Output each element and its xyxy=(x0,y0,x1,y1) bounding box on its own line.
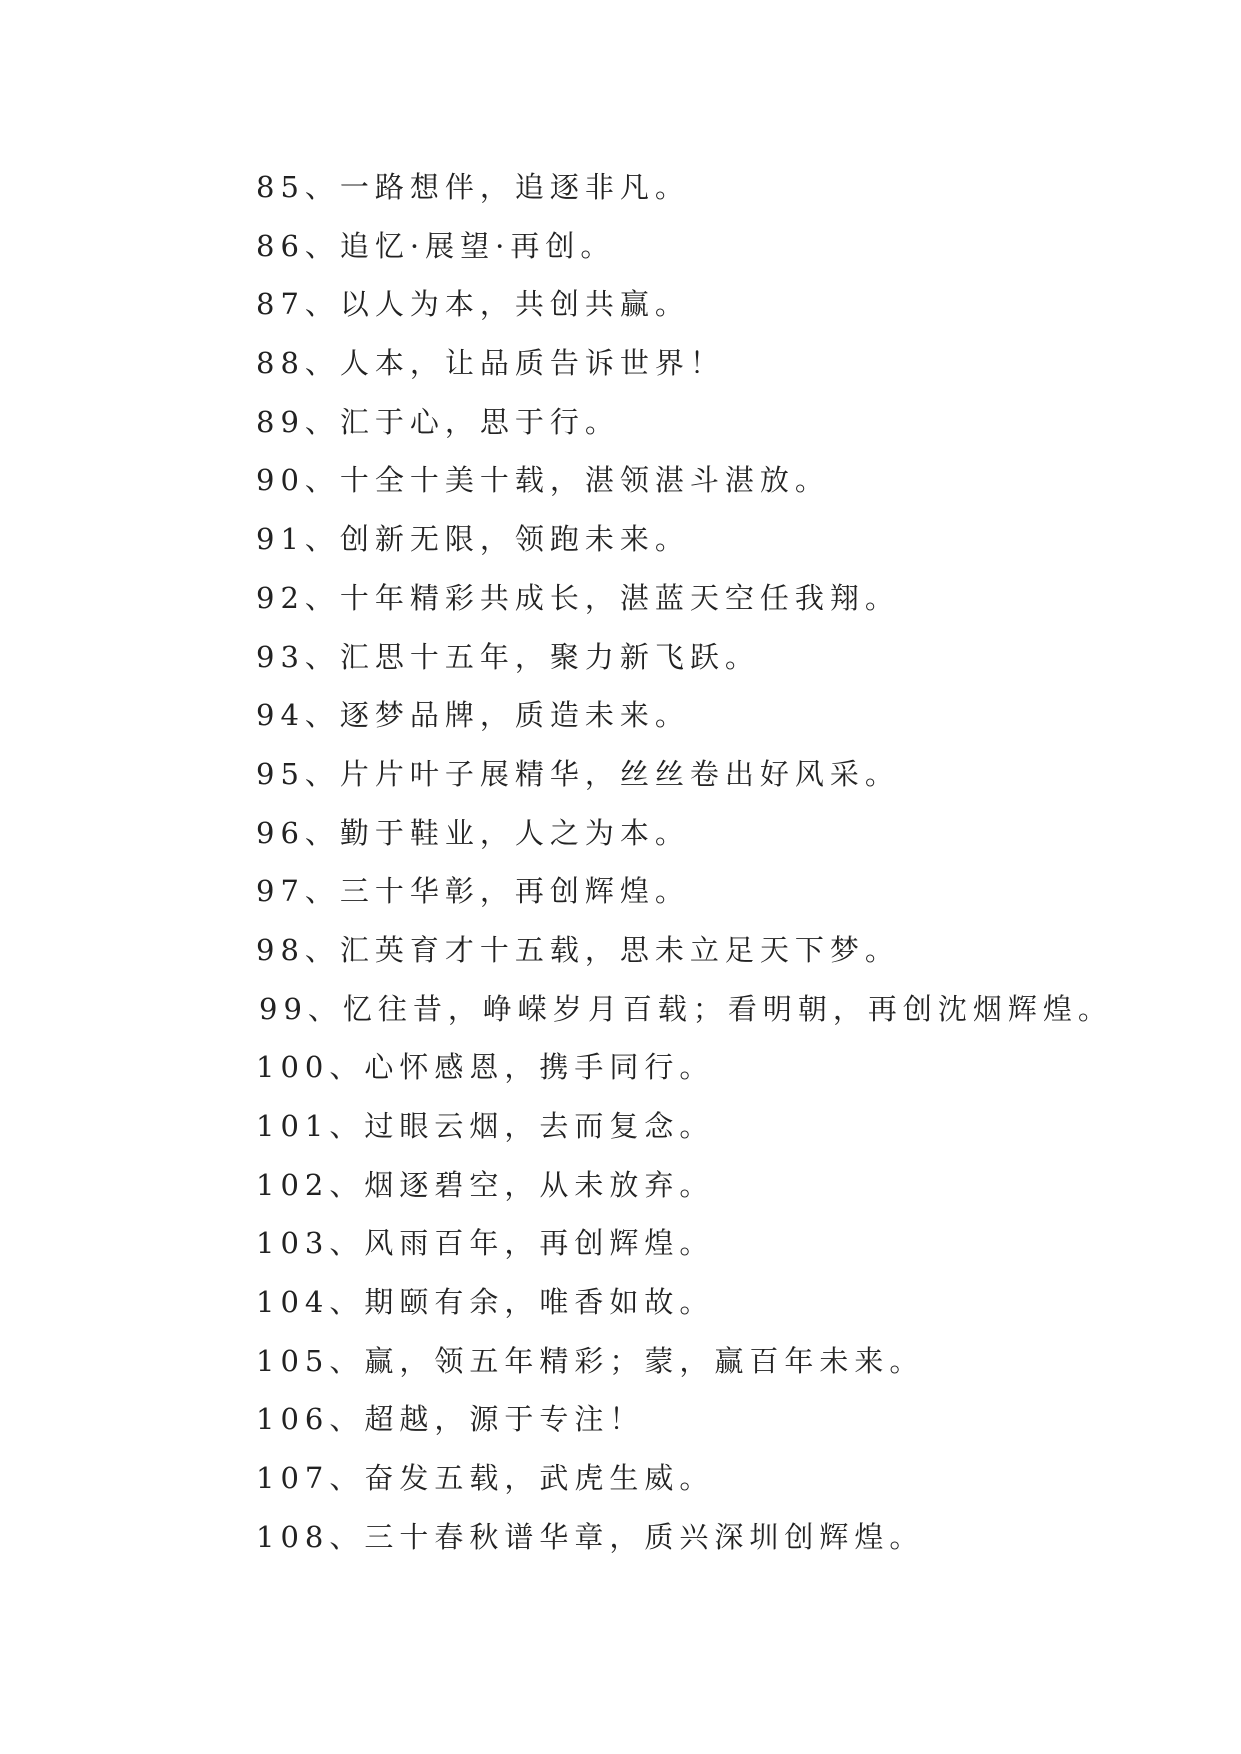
slogan-line: 86、追忆·展望·再创。 xyxy=(256,228,616,263)
slogan-line: 105、赢，领五年精彩；蒙，赢百年未来。 xyxy=(256,1343,925,1378)
slogan-line: 102、烟逐碧空，从未放弃。 xyxy=(256,1167,715,1202)
slogan-line: 108、三十春秋谱华章，质兴深圳创辉煌。 xyxy=(256,1519,925,1554)
slogan-line: 101、过眼云烟，去而复念。 xyxy=(256,1109,715,1143)
slogan-line: 87、以人为本，共创共赢。 xyxy=(256,287,690,322)
slogan-line: 90、十全十美十载，湛领湛斗湛放。 xyxy=(256,463,830,498)
slogan-line: 89、汇于心，思于行。 xyxy=(256,404,620,439)
slogan-line: 94、逐梦品牌，质造未来。 xyxy=(256,698,690,733)
slogan-line: 100、心怀感恩，携手同行。 xyxy=(256,1050,715,1085)
slogan-list xyxy=(256,158,1216,1567)
slogan-line: 107、奋发五载，武虎生威。 xyxy=(256,1461,715,1496)
slogan-line: 85、一路想伴，追逐非凡。 xyxy=(256,170,690,204)
slogan-line: 93、汇思十五年，聚力新飞跃。 xyxy=(256,639,760,674)
slogan-line: 95、片片叶子展精华，丝丝卷出好风采。 xyxy=(256,756,900,791)
slogan-line: 103、风雨百年，再创辉煌。 xyxy=(256,1226,715,1261)
slogan-line: 88、人本，让品质告诉世界！ xyxy=(256,346,725,381)
slogan-line: 92、十年精彩共成长，湛蓝天空任我翔。 xyxy=(256,580,900,615)
slogan-line: 97、三十华彰，再创辉煌。 xyxy=(256,874,690,909)
slogan-line: 98、汇英育才十五载，思未立足天下梦。 xyxy=(256,932,900,967)
slogan-line: 104、期颐有余，唯香如故。 xyxy=(256,1285,715,1320)
slogan-line: 96、勤于鞋业，人之为本。 xyxy=(256,815,690,850)
slogan-line: 106、超越，源于专注！ xyxy=(256,1402,645,1437)
slogan-line: 99、忆往昔，峥嵘岁月百载；看明朝，再创沈烟辉煌。 xyxy=(259,991,1113,1026)
slogan-line: 91、创新无限，领跑未来。 xyxy=(256,522,690,557)
